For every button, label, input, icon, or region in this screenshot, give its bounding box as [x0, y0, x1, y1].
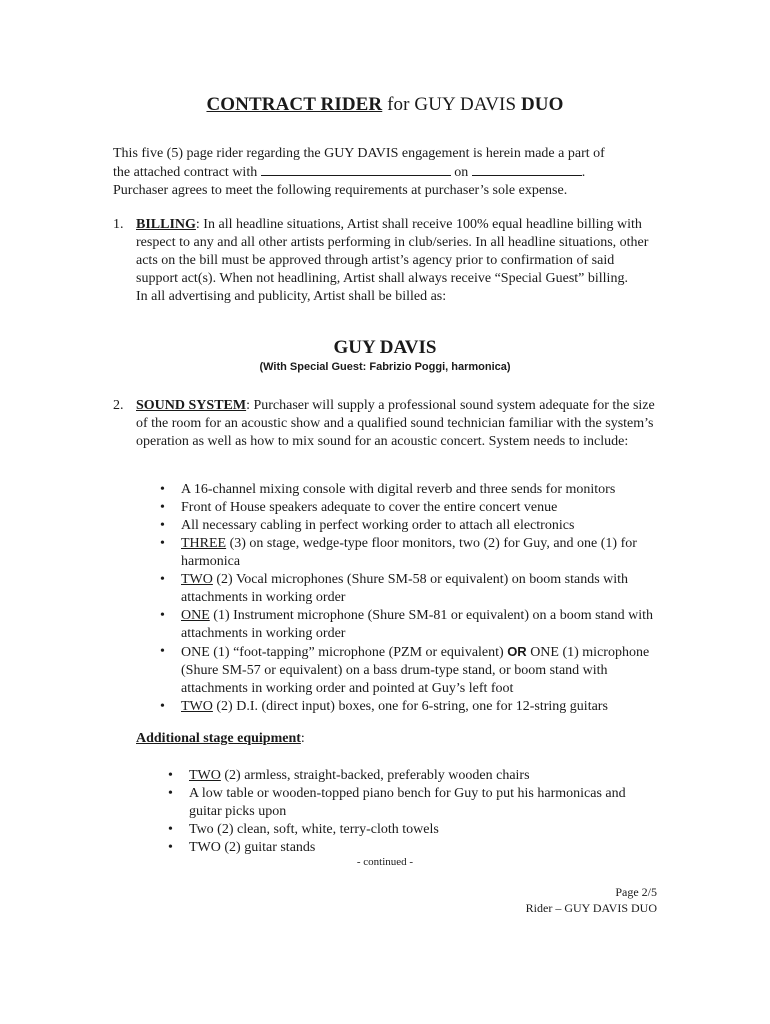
sound-requirements-list	[160, 481, 661, 716]
bullet-icon: •	[160, 699, 165, 714]
sound-system-heading: SOUND SYSTEM	[136, 398, 247, 413]
bullet-icon: •	[160, 500, 165, 515]
page-footer	[526, 884, 657, 916]
continued-note: - continued -	[356, 856, 414, 868]
billing-heading: BILLING	[136, 217, 196, 232]
sound-system-section: 2. SOUND SYSTEM: Purchaser will supply a professional sound system adequate for the size of the room for an acoustic show and a qualified sound technician familiar with the system’s operation as well as how to mix sound for an acoustic concert. System needs to include:	[113, 398, 655, 449]
bullet-icon: •	[168, 786, 173, 801]
list-item: • Two (2) clean, soft, white, terry-cloth towels	[168, 822, 439, 837]
intro-paragraph: This five (5) page rider regarding the GUY DAVIS engagement is herein made a part of the attached contract with on . Purchaser agrees to meet the following requirements at purchaser’s sole expense.	[113, 146, 605, 198]
list-item: • TWO (2) guitar stands	[168, 840, 316, 855]
page-number: Page 2/5	[615, 885, 657, 899]
list-item: • TWO (2) armless, straight-backed, preferably wooden chairs	[168, 768, 530, 783]
bullet-icon: •	[168, 840, 173, 855]
artist-name: GUY DAVIS	[333, 337, 437, 358]
special-guest-line: (With Special Guest: Fabrizio Poggi, harmonica)	[259, 361, 511, 373]
list-item: • All necessary cabling in perfect working order to attach all electronics	[160, 518, 575, 533]
page-title: CONTRACT RIDER for GUY DAVIS DUO	[206, 94, 564, 115]
list-item: • A 16-channel mixing console with digital reverb and three sends for monitors	[160, 482, 616, 497]
list-item: • ONE (1) “foot-tapping” microphone (PZM or equivalent) OR ONE (1) microphone (Shure SM-57 or equivalent) on a bass drum-type stand, or boom stand with attachments in working order and pointed at Guy’s left foot	[160, 644, 650, 696]
list-item: • ONE (1) Instrument microphone (Shure SM-81 or equivalent) on a boom stand with attachments in working order	[160, 608, 654, 641]
bullet-icon: •	[160, 518, 165, 533]
bullet-icon: •	[160, 572, 165, 587]
list-item: • THREE (3) on stage, wedge-type floor monitors, two (2) for Guy, and one (1) for harmonica	[160, 536, 637, 569]
additional-equipment-heading: Additional stage equipment:	[136, 731, 305, 746]
bullet-icon: •	[160, 608, 165, 623]
list-item: • TWO (2) Vocal microphones (Shure SM-58 or equivalent) on boom stands with attachments in working order	[160, 572, 629, 605]
contract-date-blank	[472, 163, 582, 176]
contract-party-blank	[261, 163, 451, 176]
billing-section: 1. BILLING: In all headline situations, Artist shall receive 100% equal headline billing with respect to any and all other artists performing in club/series. In all headline situations, other acts on the bill must be approved through artist’s agency prior to confirmation of said support act(s). When not headlining, Artist shall always receive “Special Guest” billing. In all advertising and publicity, Artist shall be billed as:	[113, 217, 649, 304]
bullet-icon: •	[168, 822, 173, 837]
bullet-icon: •	[168, 768, 173, 783]
bullet-icon: •	[160, 536, 165, 551]
list-item: • Front of House speakers adequate to cover the entire concert venue	[160, 500, 558, 515]
list-item: • A low table or wooden-topped piano bench for Guy to put his harmonicas and guitar picks upon	[168, 786, 626, 819]
stage-equipment-list	[168, 767, 649, 857]
bullet-icon: •	[160, 482, 165, 497]
bullet-icon: •	[160, 644, 165, 659]
footer-rider-label: Rider – GUY DAVIS DUO	[525, 901, 657, 915]
list-item: • TWO (2) D.I. (direct input) boxes, one for 6-string, one for 12-string guitars	[160, 699, 608, 714]
